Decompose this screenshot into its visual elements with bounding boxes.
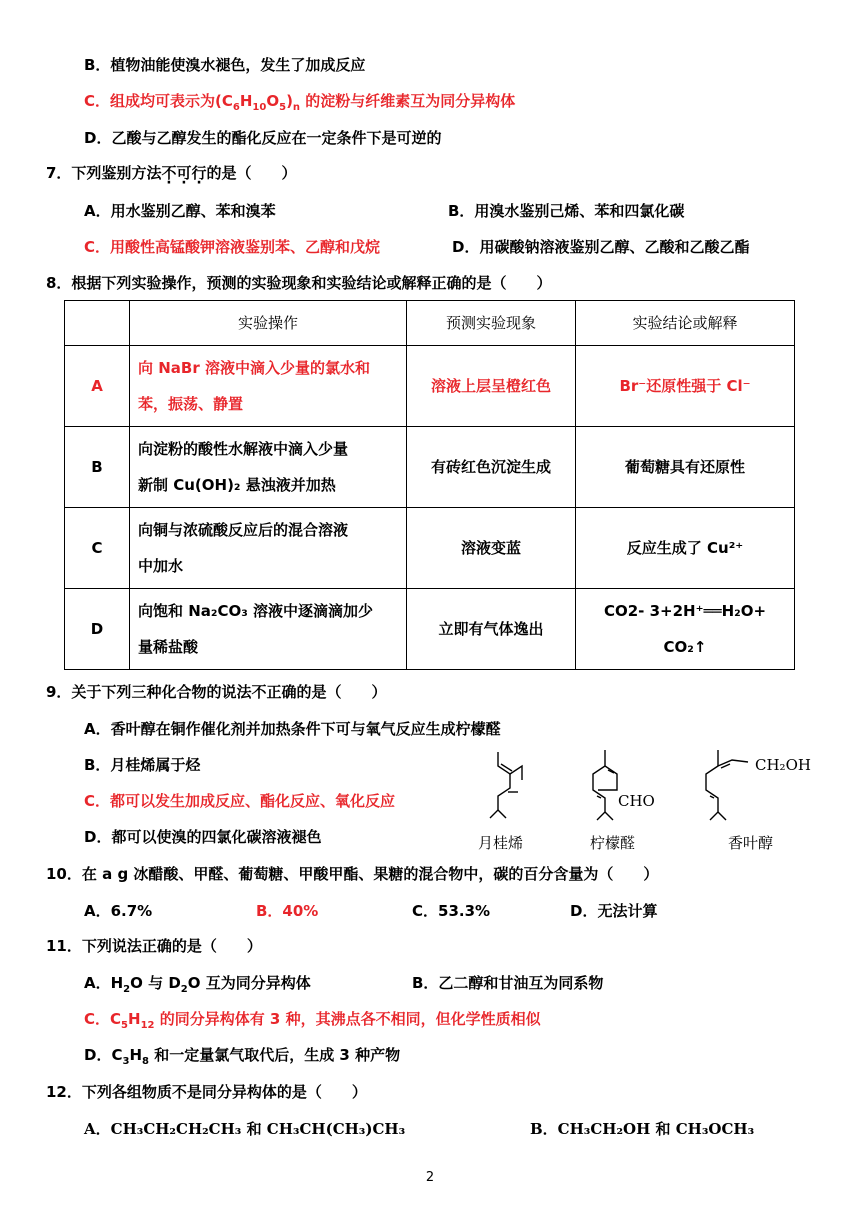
operation-cell: 向淀粉的酸性水解液中滴入少量 新制 Cu(OH)₂ 悬浊液并加热 xyxy=(130,427,407,508)
question-9: 9．关于下列三种化合物的说法不正确的是（ ） xyxy=(46,683,387,701)
question-12: 12．下列各组物质不是同分异构体的是（ ） xyxy=(46,1083,367,1101)
table-row xyxy=(65,427,795,508)
page-number: 2 xyxy=(425,1170,435,1185)
experiment-table xyxy=(64,300,795,670)
molecule-structures xyxy=(470,740,850,830)
option-7b: B．用溴水鉴别己烯、苯和四氯化碳 xyxy=(448,202,685,220)
operation-cell: 向饱和 Na₂CO₃ 溶液中逐滴滴加少 量稀盐酸 xyxy=(130,589,407,670)
question-10: 10．在 a g 冰醋酸、甲醛、葡萄糖、甲酸甲酯、果糖的混合物中，碳的百分含量为（ ） xyxy=(46,865,659,883)
option-6d: D．乙酸与乙醇发生的酯化反应在一定条件下是可逆的 xyxy=(84,129,442,147)
row-label: D xyxy=(65,589,130,670)
table-header-cell: 实验结论或解释 xyxy=(576,301,795,346)
table-header-row xyxy=(65,301,795,346)
conclusion-cell: 葡萄糖具有还原性 xyxy=(576,427,795,508)
option-10c: C．53.3% xyxy=(412,902,491,920)
option-9a: A．香叶醇在铜作催化剂并加热条件下可与氧气反应生成柠檬醛 xyxy=(84,720,501,738)
table-header-cell: 实验操作 xyxy=(130,301,407,346)
row-label: B xyxy=(65,427,130,508)
question-11: 11．下列说法正确的是（ ） xyxy=(46,937,262,955)
phenomenon-cell: 溶液变蓝 xyxy=(407,508,576,589)
table-row xyxy=(65,346,795,427)
option-9c: C．都可以发生加成反应、酯化反应、氧化反应 xyxy=(84,792,396,810)
option-7d: D．用碳酸钠溶液鉴别乙醇、乙酸和乙酸乙酯 xyxy=(452,238,750,256)
table-row xyxy=(65,589,795,670)
table-header-cell: 预测实验现象 xyxy=(407,301,576,346)
geraniol-label: 香叶醇 xyxy=(728,834,774,852)
option-9b: B．月桂烯属于烃 xyxy=(84,756,201,774)
conclusion-cell: 反应生成了 Cu²⁺ xyxy=(576,508,795,589)
option-10b: B．40% xyxy=(256,902,319,920)
phenomenon-cell: 有砖红色沉淀生成 xyxy=(407,427,576,508)
question-7: 7．下列鉴别方法不可行的是（ ） xyxy=(46,164,297,182)
option-10d: D．无法计算 xyxy=(570,902,658,920)
option-10a: A．6.7% xyxy=(84,902,153,920)
phenomenon-cell: 立即有气体逸出 xyxy=(407,589,576,670)
phenomenon-cell: 溶液上层呈橙红色 xyxy=(407,346,576,427)
row-label: A xyxy=(65,346,130,427)
option-6b: B．植物油能使溴水褪色，发生了加成反应 xyxy=(84,56,366,74)
operation-cell: 向 NaBr 溶液中滴入少量的氯水和 苯，振荡、静置 xyxy=(130,346,407,427)
option-7a: A．用水鉴别乙醇、苯和溴苯 xyxy=(84,202,276,220)
option-11c: C．$C_5H_{12}$ 的同分异构体有 3 种，其沸点各不相同，但化学性质相似 xyxy=(84,1010,541,1031)
option-9d: D．都可以使溴的四氯化碳溶液褪色 xyxy=(84,828,322,846)
option-12a: A．CH₃CH₂CH₂CH₃ 和 CH₃CH(CH₃)CH₃ xyxy=(84,1120,406,1138)
option-11b: B．乙二醇和甘油互为同系物 xyxy=(412,974,604,992)
option-11d: D．$C_3H_8$ 和一定量氯气取代后，生成 3 种产物 xyxy=(84,1046,401,1067)
citral-label: 柠檬醛 xyxy=(590,834,636,852)
option-6c: C．组成均可表示为$(C_6H_{10}O_5)_n$ 的淀粉与纤维素互为同分异构体 xyxy=(84,92,516,113)
option-7c: C．用酸性高锰酸钾溶液鉴别苯、乙醇和戊烷 xyxy=(84,238,381,256)
ch2oh-label: CH₂OH xyxy=(755,756,811,774)
row-label: C xyxy=(65,508,130,589)
table-header-blank xyxy=(65,301,130,346)
option-11a: A．$H_2O$ 与 $D_2O$ 互为同分异构体 xyxy=(84,974,311,995)
option-12b: B．CH₃CH₂OH 和 CH₃OCH₃ xyxy=(530,1120,755,1138)
conclusion-cell: CO2- 3+2H⁺══H₂O+ CO₂↑ xyxy=(576,589,795,670)
myrcene-structure xyxy=(490,752,522,818)
question-8: 8．根据下列实验操作，预测的实验现象和实验结论或解释正确的是（ ） xyxy=(46,274,552,292)
conclusion-cell: Br⁻还原性强于 Cl⁻ xyxy=(576,346,795,427)
table-row xyxy=(65,508,795,589)
geraniol-structure xyxy=(706,750,748,820)
operation-cell: 向铜与浓硫酸反应后的混合溶液 中加水 xyxy=(130,508,407,589)
citral-structure xyxy=(593,750,617,820)
cho-label: CHO xyxy=(618,792,655,810)
myrcene-label: 月桂烯 xyxy=(478,834,524,852)
